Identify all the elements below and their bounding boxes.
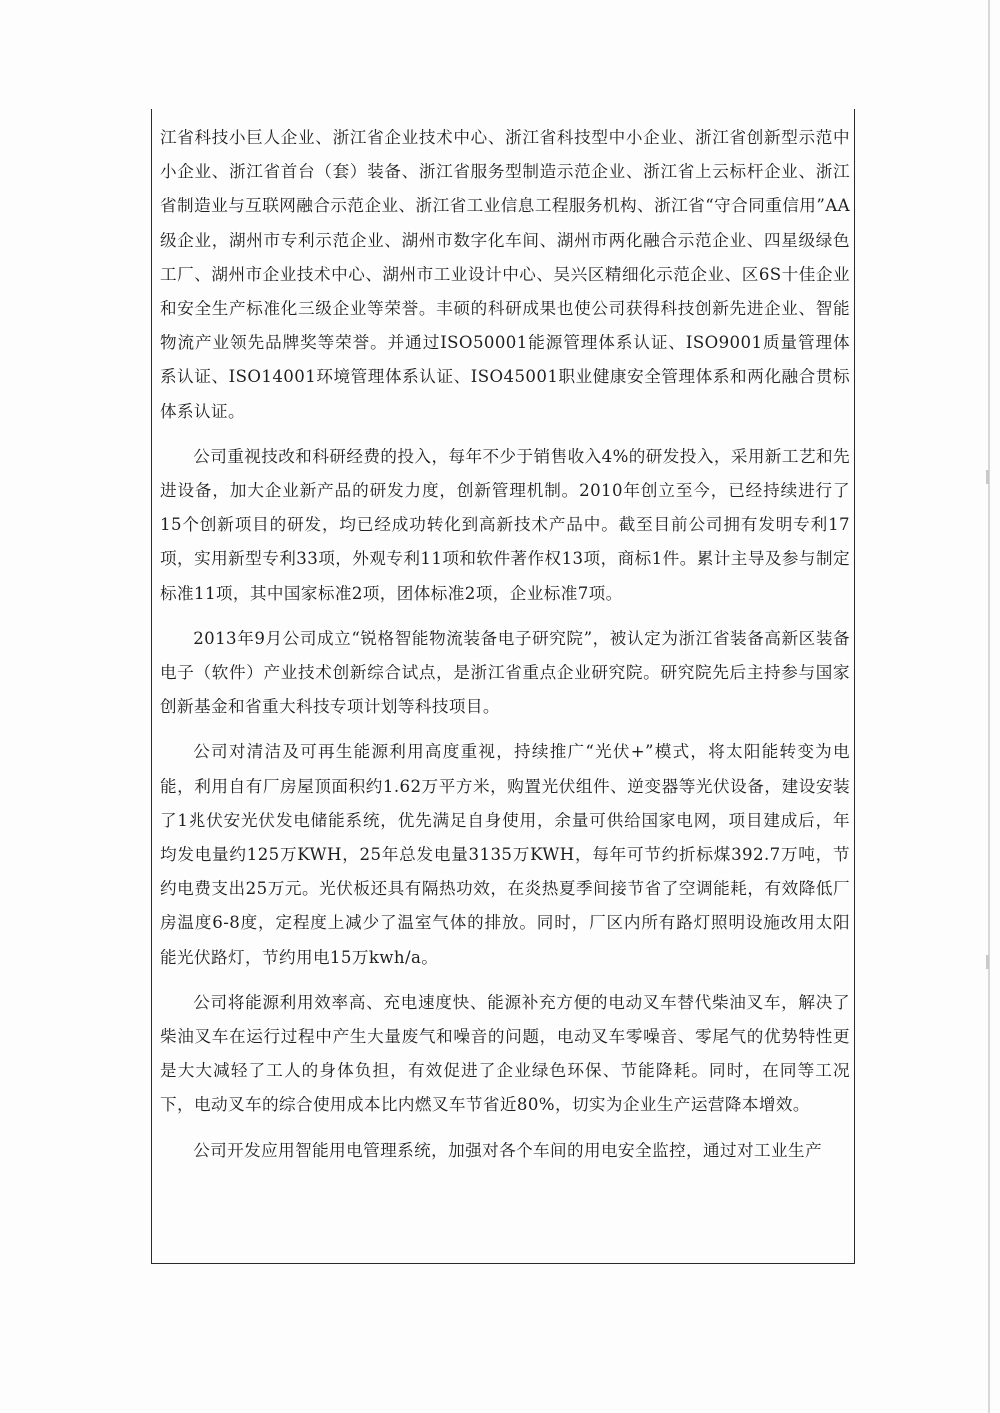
paragraph-electric-forklift: 公司将能源利用效率高、充电速度快、能源补充方便的电动叉车替代柴油叉车，解决了柴油叉车在运行过程中产生大量废气和噪音的问题，电动叉车零噪音、零尾气的优势特性更是大大减轻了工人的身体负担，有效促进了企业绿色环保、节能降耗。同时，在同等工况下，电动叉车的综合使用成本比内燃叉车节省近80%，切实为企业生产运营降本增效。 (160, 992, 850, 1115)
paragraph-rd-investment: 公司重视技改和科研经费的投入，每年不少于销售收入4%的研发投入，采用新工艺和先进设备，加大企业新产品的研发力度，创新管理机制。2010年创立至今，已经持续进行了15个创新项目的研发，均已经成功转化到高新技术产品中。截至目前公司拥有发明专利17项，实用新型专利33项，外观专利11项和软件著作权13项，商标1件。累计主导及参与制定标准11项，其中国家标准2项，团体标准2项，企业标准7项。 (160, 446, 850, 603)
paragraph-research-institute: 2013年9月公司成立“锐格智能物流装备电子研究院”，被认定为浙江省装备高新区装备电子（软件）产业技术创新综合试点，是浙江省重点企业研究院。研究院先后主持参与国家创新基金和省重大科技专项计划等科技项目。 (160, 628, 850, 717)
scan-artifact (986, 470, 989, 484)
table-cell-frame (151, 109, 855, 1264)
paragraph-solar-energy: 公司对清洁及可再生能源利用高度重视，持续推广“光伏+”模式，将太阳能转变为电能，利用自有厂房屋顶面积约1.62万平方米，购置光伏组件、逆变器等光伏设备，建设安装了1兆伏安光伏发电储能系统，优先满足自身使用，余量可供给国家电网，项目建成后，年均发电量约125万KWH，25年总发电量3135万KWH，每年可节约折标煤392.7万吨，节约电费支出25万元。光伏板还具有隔热功效，在炎热夏季间接节省了空调能耗，有效降低厂房温度6-8度，定程度上减少了温室气体的排放。同时，厂区内所有路灯照明设施改用太阳能光伏路灯，节约用电15万kwh/a。 (160, 742, 850, 967)
scan-edge-mark (988, 0, 990, 1413)
document-body (160, 121, 850, 1179)
paragraph-power-management: 公司开发应用智能用电管理系统，加强对各个车间的用电安全监控，通过对工业生产 (193, 1140, 822, 1160)
paragraph-honors: 江省科技小巨人企业、浙江省企业技术中心、浙江省科技型中小企业、浙江省创新型示范中小企业、浙江省首台（套）装备、浙江省服务型制造示范企业、浙江省上云标杆企业、浙江省制造业与互联网融合示范企业、浙江省工业信息工程服务机构、浙江省“守合同重信用”AA级企业，湖州市专利示范企业、湖州市数字化车间、湖州市两化融合示范企业、四星级绿色工厂、湖州市企业技术中心、湖州市工业设计中心、吴兴区精细化示范企业、区6S十佳企业和安全生产标准化三级企业等荣誉。丰硕的科研成果也使公司获得科技创新先进企业、智能物流产业领先品牌奖等荣誉。并通过ISO50001能源管理体系认证、ISO9001质量管理体系认证、ISO14001环境管理体系认证、ISO45001职业健康安全管理体系和两化融合贯标体系认证。 (160, 128, 850, 421)
scan-artifact (986, 955, 989, 969)
